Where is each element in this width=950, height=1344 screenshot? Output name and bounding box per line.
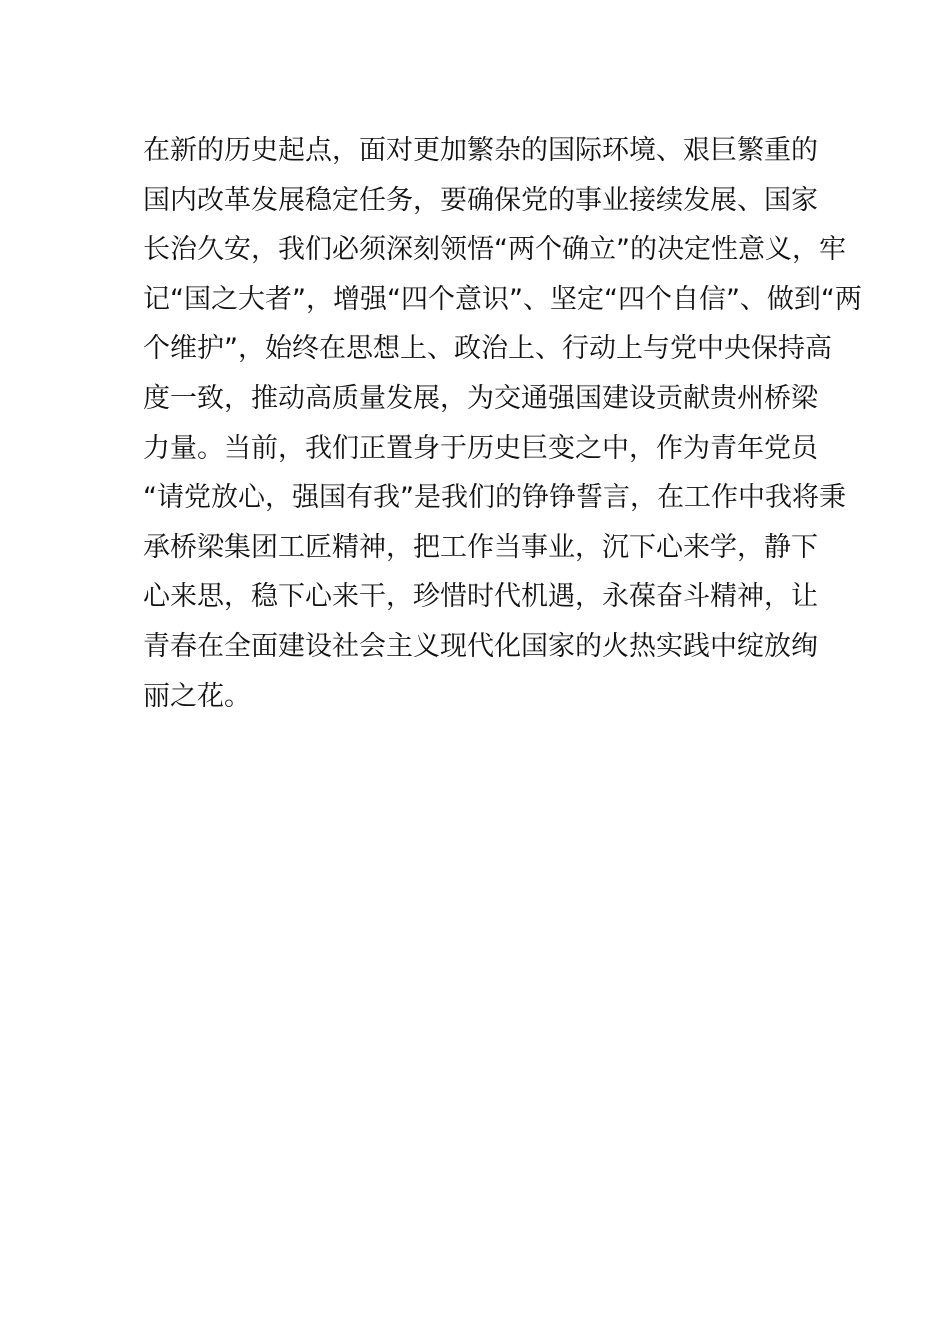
text-line: 承桥梁集团工匠精神，把工作当事业，沉下心来学，静下 xyxy=(143,531,818,563)
text-line: 在新的历史起点，面对更加繁杂的国际环境、艰巨繁重的 xyxy=(143,135,818,166)
text-line: “请党放心，强国有我”是我们的铮铮誓言，在工作中我将秉 xyxy=(143,482,846,514)
text-line: 度一致，推动高质量发展，为交通强国建设贡献贵州桥梁 xyxy=(143,382,818,414)
text-line: 长治久安，我们必须深刻领悟“两个确立”的决定性意义，牢 xyxy=(143,234,846,266)
body-paragraph xyxy=(143,126,862,721)
text-line: 丽之花。 xyxy=(143,680,251,712)
text-line: 国内改革发展稳定任务，要确保党的事业接续发展、国家 xyxy=(143,184,818,216)
text-line: 心来思，稳下心来干，珍惜时代机遇，永葆奋斗精神，让 xyxy=(143,581,818,613)
text-line: 力量。当前，我们正置身于历史巨变之中，作为青年党员 xyxy=(143,432,818,464)
text-line: 青春在全面建设社会主义现代化国家的火热实践中绽放绚 xyxy=(143,630,818,662)
text-line: 个维护”，始终在思想上、政治上、行动上与党中央保持高 xyxy=(143,333,832,365)
text-line: 记“国之大者”，增强“四个意识”、坚定“四个自信”、做到“两 xyxy=(143,283,862,315)
